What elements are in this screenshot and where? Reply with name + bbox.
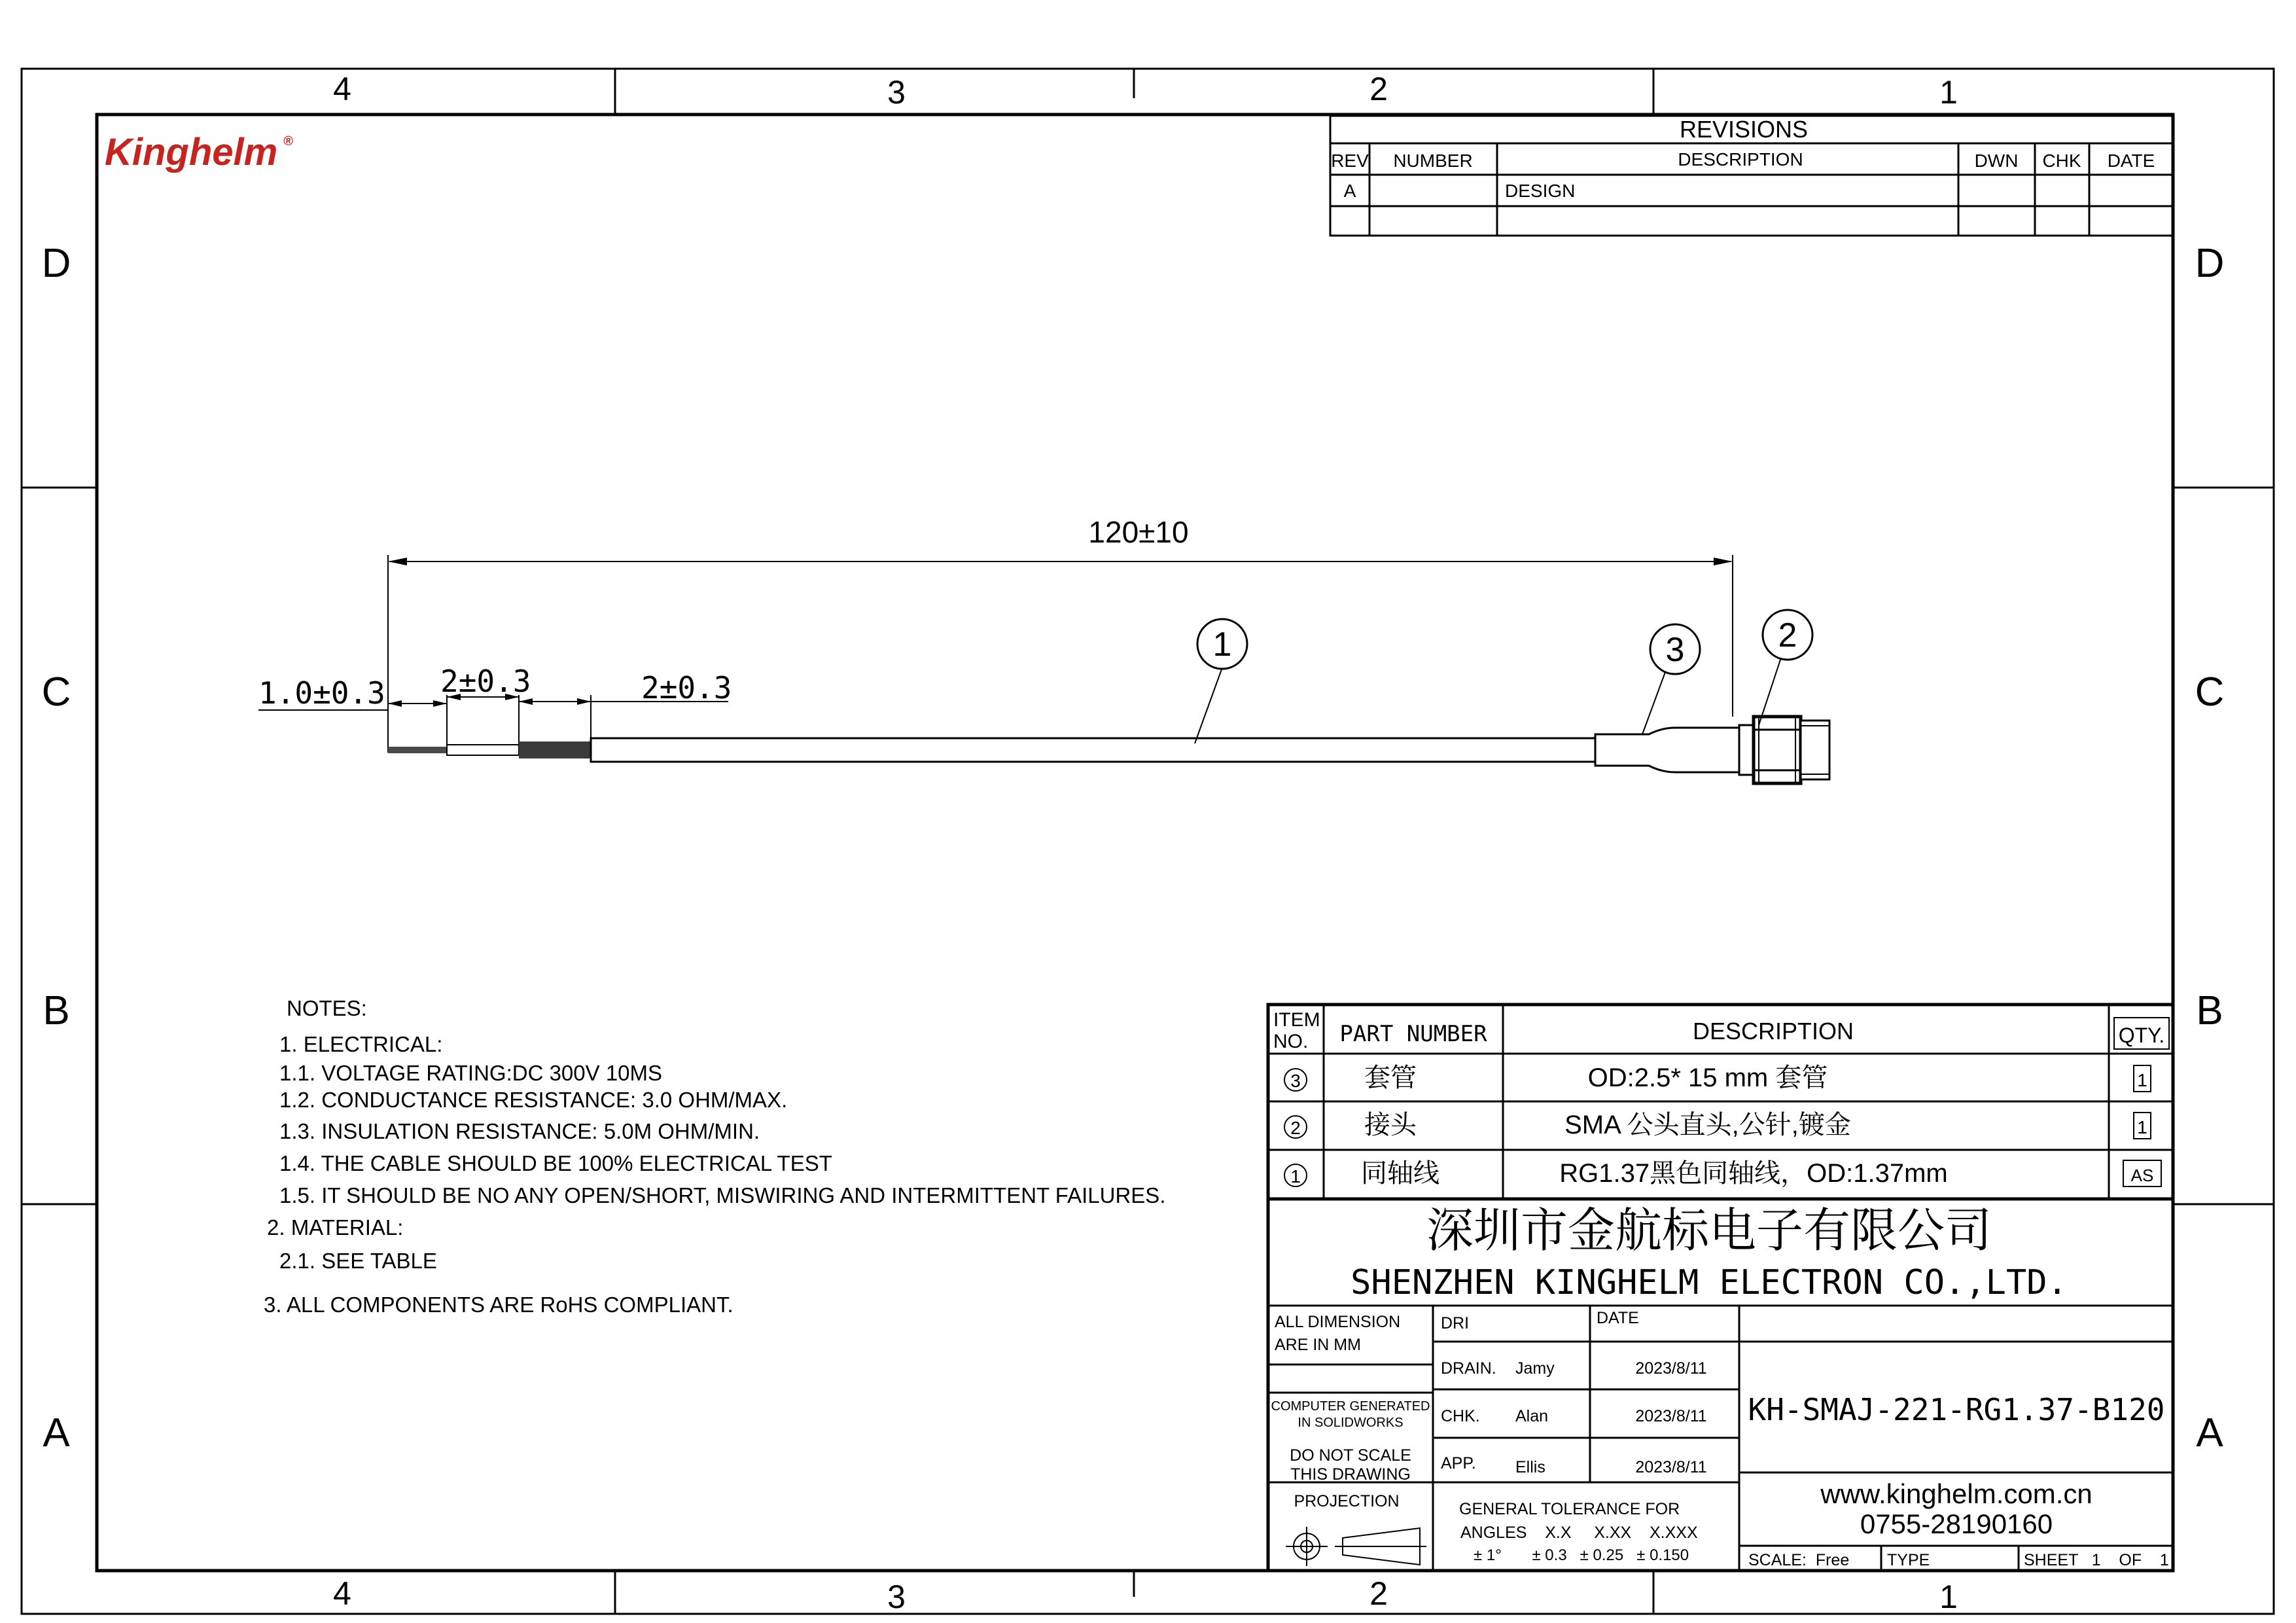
zone-row-b-right: B — [2196, 988, 2223, 1033]
dim-strip-1: 1.0±0.3 — [258, 675, 385, 711]
sheet-field: SHEET 1 OF 1 — [2024, 1551, 2169, 1569]
logo-text: Kinghelm — [105, 131, 278, 173]
bom-row-2-part: 接头 — [1364, 1110, 1417, 1140]
balloon-2-label: 2 — [1778, 616, 1797, 654]
heat-shrink-sleeve — [1595, 728, 1754, 772]
title-block — [1268, 1199, 2173, 1571]
bom-row-2-item: 2 — [1290, 1118, 1301, 1138]
zone-col-1-top: 1 — [1939, 74, 1958, 111]
dim-strip-2: 2±0.3 — [440, 664, 531, 699]
cable-jacket — [591, 738, 1595, 762]
logo-registered-mark: ® — [283, 134, 293, 149]
computer-generated-line1: COMPUTER GENERATED — [1271, 1399, 1430, 1414]
note-line-1-5: 1.5. IT SHOULD BE NO ANY OPEN/SHORT, MISWIRING AND INTERMITTENT FAILURES. — [279, 1183, 1166, 1207]
note-line-1: 1. ELECTRICAL: — [279, 1032, 443, 1056]
rev-header-number: NUMBER — [1393, 151, 1473, 171]
company-phone: 0755-28190160 — [1860, 1508, 2053, 1539]
bom-row-3-description: RG1.37黑色同轴线，OD:1.37mm — [1559, 1159, 1948, 1188]
zone-col-4-top: 4 — [333, 71, 351, 107]
note-line-1-4: 1.4. THE CABLE SHOULD BE 100% ELECTRICAL TEST — [279, 1151, 832, 1175]
rev-header-description: DESCRIPTION — [1678, 149, 1803, 169]
cable-assembly — [258, 515, 1829, 783]
note-line-1-1: 1.1. VOLTAGE RATING:DC 300V 10MS — [279, 1061, 663, 1085]
computer-generated-line2: IN SOLIDWORKS — [1298, 1416, 1404, 1430]
rev-header-rev: REV — [1331, 151, 1369, 171]
bom-header-qty: QTY. — [2118, 1024, 2165, 1047]
do-not-scale-line1: DO NOT SCALE — [1290, 1446, 1411, 1465]
all-dimension-line2: ARE IN MM — [1275, 1336, 1361, 1354]
tolerance-values: ± 1° ± 0.3 ± 0.25 ± 0.150 — [1474, 1546, 1689, 1564]
company-name-chinese: 深圳市金航标电子有限公司 — [1426, 1203, 1992, 1258]
bom-table — [1268, 1005, 2173, 1199]
zone-col-4-bottom: 4 — [333, 1575, 351, 1612]
dri-label: DRI — [1441, 1314, 1470, 1332]
bom-row-1-part: 套管 — [1364, 1063, 1417, 1093]
scale-field: SCALE: Free — [1748, 1551, 1850, 1569]
zone-col-3-top: 3 — [887, 74, 906, 111]
type-field: TYPE — [1887, 1551, 1930, 1569]
revisions-table — [1330, 116, 2173, 236]
app-name: Ellis — [1515, 1458, 1545, 1476]
zone-col-3-bottom: 3 — [887, 1578, 906, 1615]
rev-row-a-description: DESIGN — [1505, 181, 1576, 201]
drawing-border — [22, 69, 2274, 1614]
notes-title: NOTES: — [287, 996, 367, 1020]
note-line-3: 3. ALL COMPONENTS ARE RoHS COMPLIANT. — [264, 1293, 733, 1317]
zone-row-c-left: C — [41, 669, 71, 715]
do-not-scale-line2: THIS DRAWING — [1290, 1465, 1411, 1484]
projection-label: PROJECTION — [1294, 1492, 1400, 1510]
bom-row-3-item: 1 — [1290, 1166, 1301, 1186]
bom-header-description: DESCRIPTION — [1692, 1018, 1854, 1044]
bom-header-item-line2: NO. — [1273, 1031, 1309, 1052]
rev-header-chk: CHK — [2042, 151, 2081, 171]
all-dimension-line1: ALL DIMENSION — [1275, 1313, 1401, 1331]
tolerance-title: GENERAL TOLERANCE FOR — [1459, 1500, 1680, 1518]
company-logo — [105, 131, 293, 173]
balloon-1-label: 1 — [1212, 626, 1232, 664]
drain-name: Jamy — [1515, 1359, 1555, 1378]
drawing-part-number: KH-SMAJ-221-RG1.37-B120 — [1748, 1392, 2165, 1427]
zone-row-d-right: D — [2195, 241, 2225, 286]
center-conductor — [388, 747, 447, 753]
app-label: APP. — [1441, 1454, 1476, 1472]
app-date: 2023/8/11 — [1635, 1458, 1707, 1476]
date-header: DATE — [1597, 1309, 1639, 1327]
zone-row-a-right: A — [2196, 1410, 2223, 1455]
bom-row-1-description: OD:2.5* 15 mm 套管 — [1587, 1063, 1828, 1092]
balloon-3-label: 3 — [1665, 631, 1685, 669]
zone-row-a-left: A — [43, 1410, 70, 1455]
bom-row-3-part: 同轴线 — [1361, 1158, 1439, 1188]
rev-row-a-rev: A — [1343, 181, 1356, 201]
tolerance-headers: ANGLES X.X X.XX X.XXX — [1460, 1524, 1698, 1542]
dielectric — [447, 745, 519, 755]
chk-label: CHK. — [1441, 1407, 1480, 1425]
zone-labels — [42, 71, 2225, 1615]
zone-row-d-left: D — [41, 241, 71, 286]
bom-row-1-item: 3 — [1290, 1071, 1301, 1091]
bom-row-3-qty: AS — [2130, 1166, 2154, 1185]
company-website: www.kinghelm.com.cn — [1820, 1478, 2093, 1509]
zone-row-b-left: B — [43, 988, 70, 1033]
drain-label: DRAIN. — [1441, 1359, 1496, 1378]
braid-shield — [519, 741, 591, 758]
sma-connector — [1739, 717, 1829, 783]
zone-col-2-top: 2 — [1369, 71, 1388, 107]
note-line-2-1: 2.1. SEE TABLE — [279, 1249, 437, 1273]
zone-row-c-right: C — [2195, 669, 2225, 715]
dim-overall-length: 120±10 — [1088, 515, 1189, 549]
bom-row-1-qty: 1 — [2137, 1070, 2147, 1090]
note-line-1-3: 1.3. INSULATION RESISTANCE: 5.0M OHM/MIN. — [279, 1119, 760, 1143]
revisions-title: REVISIONS — [1679, 116, 1809, 143]
note-line-1-2: 1.2. CONDUCTANCE RESISTANCE: 3.0 OHM/MAX. — [279, 1088, 788, 1112]
drain-date: 2023/8/11 — [1635, 1359, 1707, 1378]
projection-symbol-icon — [1286, 1527, 1426, 1566]
dim-strip-3: 2±0.3 — [641, 670, 732, 705]
bom-header-part-number: PART NUMBER — [1339, 1021, 1487, 1047]
bom-header-item-line1: ITEM — [1273, 1009, 1320, 1031]
bom-row-2-qty: 1 — [2137, 1117, 2147, 1137]
note-line-2: 2. MATERIAL: — [267, 1215, 404, 1240]
chk-date: 2023/8/11 — [1635, 1407, 1707, 1425]
zone-col-1-bottom: 1 — [1939, 1578, 1958, 1615]
company-name-english: SHENZHEN KINGHELM ELECTRON CO.,LTD. — [1351, 1263, 2068, 1302]
notes-section — [264, 996, 1165, 1317]
chk-name: Alan — [1515, 1407, 1549, 1425]
bom-row-2-description: SMA 公头直头,公针,镀金 — [1564, 1111, 1851, 1139]
rev-header-dwn: DWN — [1974, 151, 2019, 171]
rev-header-date: DATE — [2107, 151, 2155, 171]
zone-col-2-bottom: 2 — [1369, 1575, 1388, 1612]
